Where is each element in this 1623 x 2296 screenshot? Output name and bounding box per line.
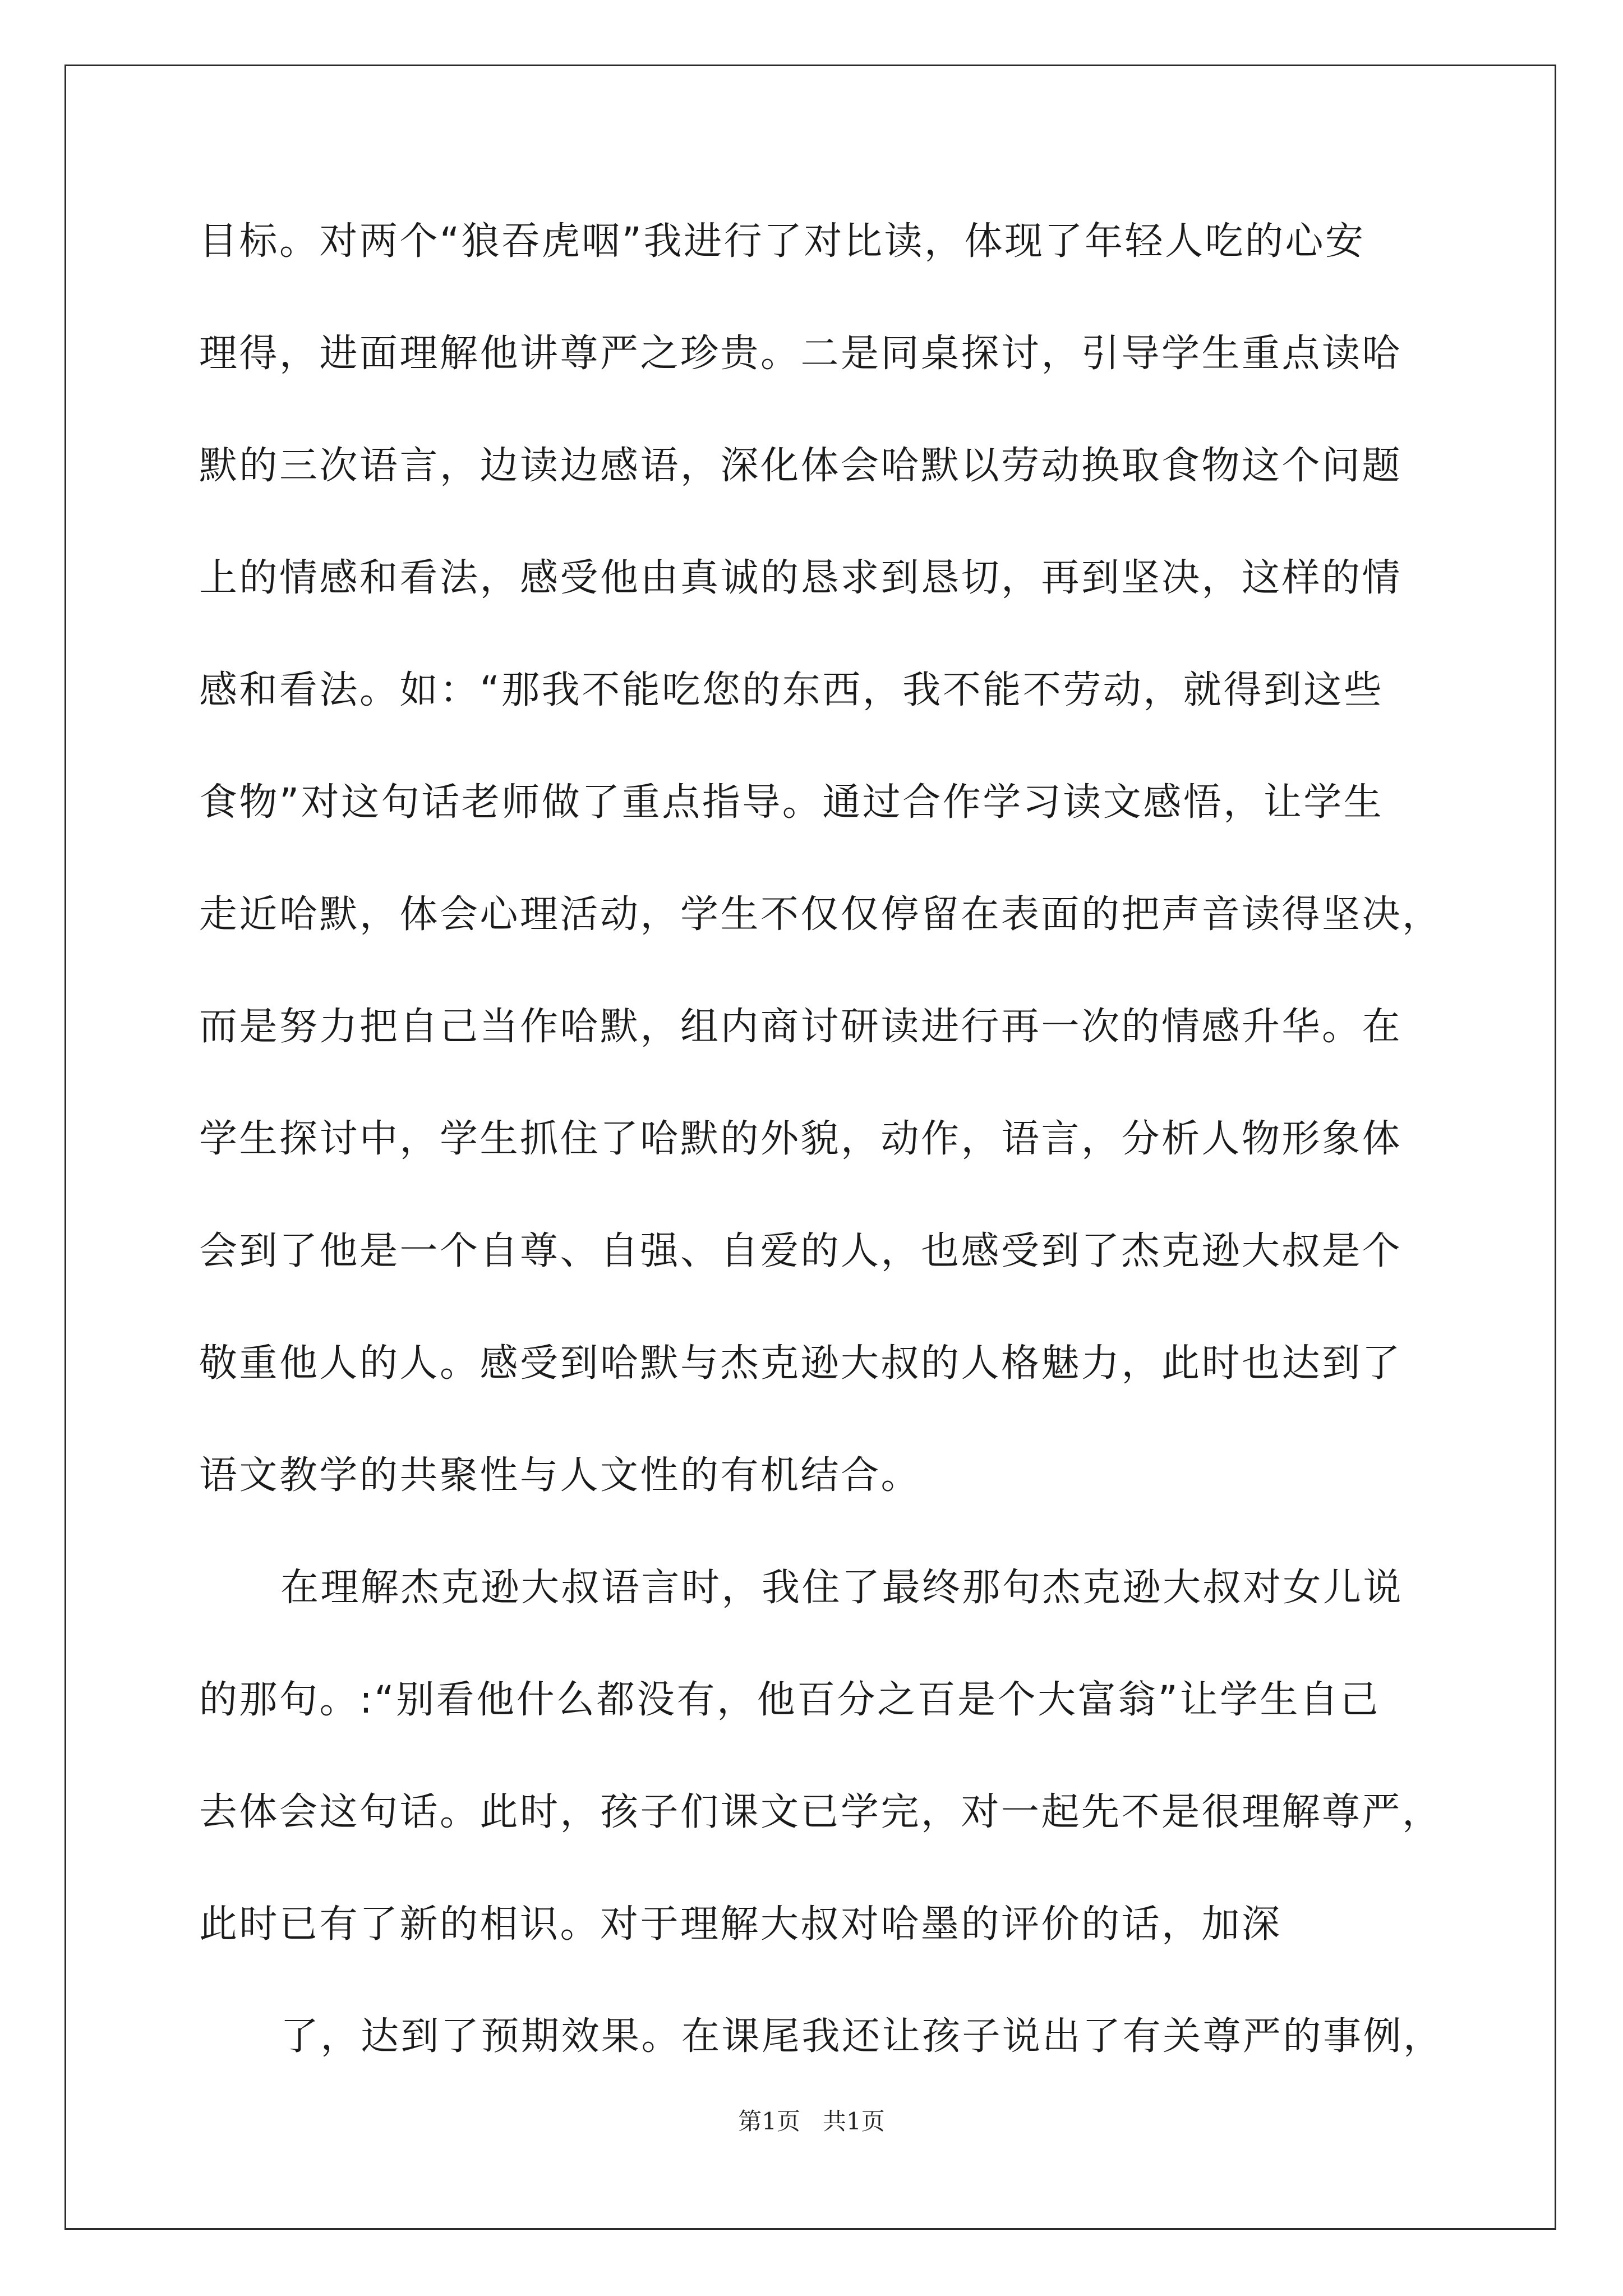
text-line: 上的情感和看法，感受他由真诚的恳求到恳切，再到坚决，这样的情 [199,556,1403,600]
text-line: 在理解杰克逊大叔语言时，我住了最终那句杰克逊大叔对女儿说 [280,1566,1404,1610]
text-line: 了，达到了预期效果。在课尾我还让孩子说出了有关尊严的事例， [280,2014,1444,2059]
text-line: 此时已有了新的相识。对于理解大叔对哈墨的评价的话，加深 [199,1902,1282,1947]
text-line: 去体会这句话。此时，孩子们课文已学完，对一起先不是很理解尊严， [199,1790,1442,1834]
text-line: 会到了他是一个自尊、自强、自爱的人，也感受到了杰克逊大叔是个 [199,1229,1403,1273]
text-line: 默的三次语言，边读边感语，深化体会哈默以劳动换取食物这个问题 [199,444,1403,488]
text-line: 敬重他人的人。感受到哈默与杰克逊大叔的人格魅力，此时也达到了 [199,1341,1403,1386]
text-line: 语文教学的共聚性与人文性的有机结合。 [199,1453,921,1498]
text-line: 的那句。:“别看他什么都没有，他百分之百是个大富翁”让学生自己 [199,1678,1380,1722]
text-line: 目标。对两个“狼吞虎咽”我进行了对比读，体现了年轻人吃的心安 [199,219,1366,264]
text-line: 食物”对这句话老师做了重点指导。通过合作学习读文感悟，让学生 [199,780,1384,825]
text-line: 感和看法。如：“那我不能吃您的东西，我不能不劳动，就得到这些 [199,668,1384,712]
text-line: 理得，进面理解他讲尊严之珍贵。二是同桌探讨，引导学生重点读哈 [199,332,1403,376]
text-line: 学生探讨中，学生抓住了哈默的外貌，动作，语言，分析人物形象体 [199,1117,1403,1161]
page-number-footer: 第1页 共1页 [738,2108,885,2135]
text-line: 而是努力把自己当作哈默，组内商讨研读进行再一次的情感升华。在 [199,1005,1403,1049]
text-line: 走近哈默，体会心理活动，学生不仅仅停留在表面的把声音读得坚决， [199,892,1442,937]
